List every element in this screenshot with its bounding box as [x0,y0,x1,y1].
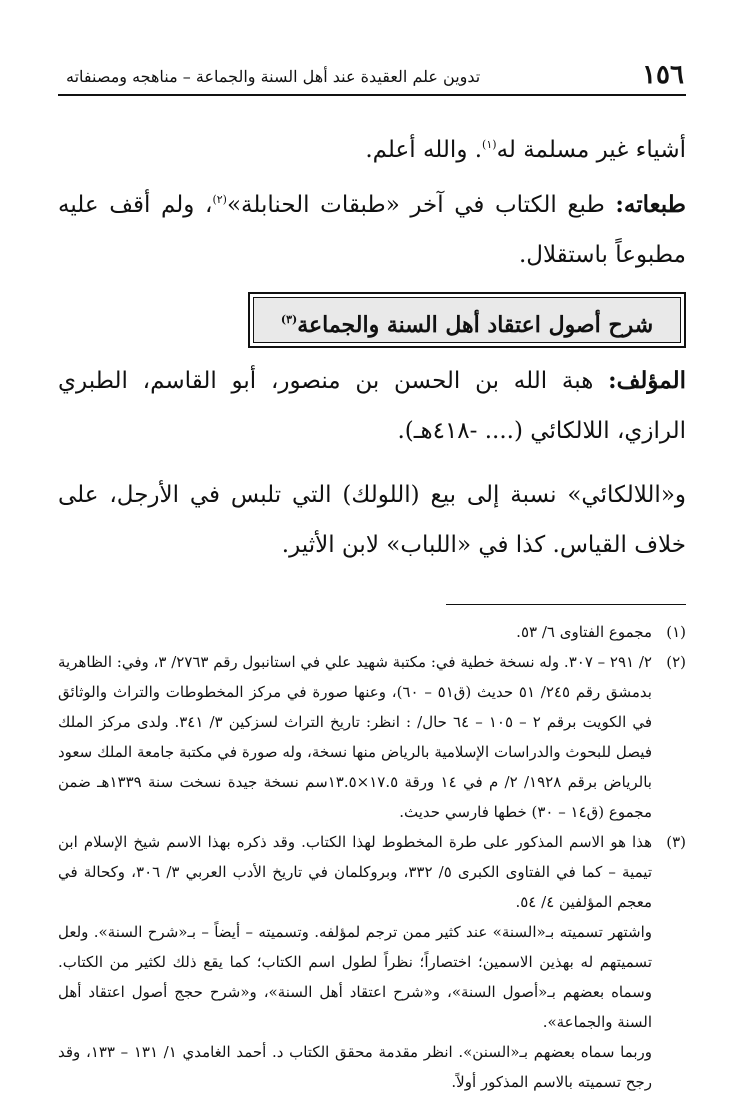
footnote-number: (١) [666,623,686,641]
printing-label: طبعاته: [615,191,686,218]
footnote-2 [58,647,686,827]
footnote-1 [58,617,686,647]
footnote-3-continuation-1: واشتهر تسميته بـ«السنة» عند كثير ممن ترجم لمؤلفه. وتسميته – أيضاً – بـ«شرح السنة». ولعل تسميتهم له بهذين الاسمين؛ اختصاراً؛ نظراً لطول اسم الكتاب؛ كما يقع ذلك لكثير من الكتاب. وسماه بعضهم بـ«أصول السنة»، و«شرح اعتقاد أهل السنة»، و«شرح حجج أصول اعتقاد أهل السنة والجماعة». [58,923,652,1031]
footnote-ref-3: (٣) [280,313,298,326]
printing-text: طبع الكتاب في آخر «طبقات الحنابلة» [226,192,616,218]
footnote-text: ٢/ ٢٩١ – ٣٠٧. وله نسخة خطية في: مكتبة شهيد علي في استانبول رقم ٢٧٦٣/ ٣، وفي: الظاهرية بدمشق رقم ٢٤٥/ ٥١ حديث (ق٥١ – ٦٠)، وعنها صورة في مركز المخطوطات والتراث والوثائق في الكويت برقم ٢ – ١٠٥ – ٦٤ حال/ : انظر: تاريخ التراث لسزكين ٣/ ٣٤١. ولدى مركز الملك فيصل للبحوث والدراسات الإسلامية بالرياض منها نسخة، وله صورة في مكتبة جامعة الملك سعود بالرياض برقم ١٩٢٨/ ٢/ م في ١٤ ورقة ١٧.٥×١٣.٥سم نسخة جيدة نسخت سنة ١٣٣٩هـ ضمن مجموع (ق١٤ – ٣٠) خطها فارسي حديث. [58,653,652,821]
intro-end: . والله أعلم. [365,137,483,163]
intro-paragraph [58,120,686,175]
section-title-box [248,292,686,348]
nisba-text: و«اللالكائي» نسبة إلى بيع (اللولك) التي تلبس في الأرجل، على خلاف القياس. كذا في «اللباب» لابن الأثير. [58,482,686,558]
running-header-title: تدوين علم العقيدة عند أهل السنة والجماعة – مناهجه ومصنفاته [66,67,481,86]
footnote-text: مجموع الفتاوى ٦/ ٥٣. [516,623,652,641]
printing-paragraph [58,175,686,280]
main-text [58,120,686,570]
footnote-3-continuation-2: وربما سماه بعضهم بـ«السنن». انظر مقدمة محقق الكتاب د. أحمد الغامدي ١/ ١٣١ – ١٣٣، وقد رجح تسميته بالاسم المذكور أولاً. [58,1043,652,1091]
book-page [58,60,686,1097]
intro-line: أشياء غير مسلمة له [496,137,686,163]
running-header [58,60,686,96]
nisba-paragraph [58,470,686,570]
page-number: ١٥٦ [642,60,684,90]
section-title-inner [253,297,681,343]
author-label: المؤلف: [608,367,686,394]
footnote-ref-2: (٢) [212,193,227,206]
footnote-number: (٢) [666,653,686,671]
footnote-3 [58,827,686,917]
author-paragraph [58,356,686,456]
author-text: هبة الله بن الحسن بن منصور، أبو القاسم، الطبري الرازي، اللالكائي (.... -٤١٨هـ). [58,368,686,444]
footnote-number: (٣) [666,833,686,851]
footnote-text: هذا هو الاسم المذكور على طرة المخطوط لهذا الكتاب. وقد ذكره بهذا الاسم شيخ الإسلام ابن تيمية – كما في الفتاوى الكبرى ٥/ ٣٣٢، وبروكلمان في تاريخ الأدب العربي ٣/ ٣٠٦، وكحالة في معجم المؤلفين ٤/ ٥٤. [58,833,652,911]
footnotes [58,617,686,1097]
printing-text-2: ، ولم أقف عليه مطبوعاً باستقلال. [58,192,686,268]
section-title: شرح أصول اعتقاد أهل السنة والجماعة [297,312,654,338]
footnote-ref-1: (١) [482,138,497,151]
footnote-separator [446,604,686,605]
